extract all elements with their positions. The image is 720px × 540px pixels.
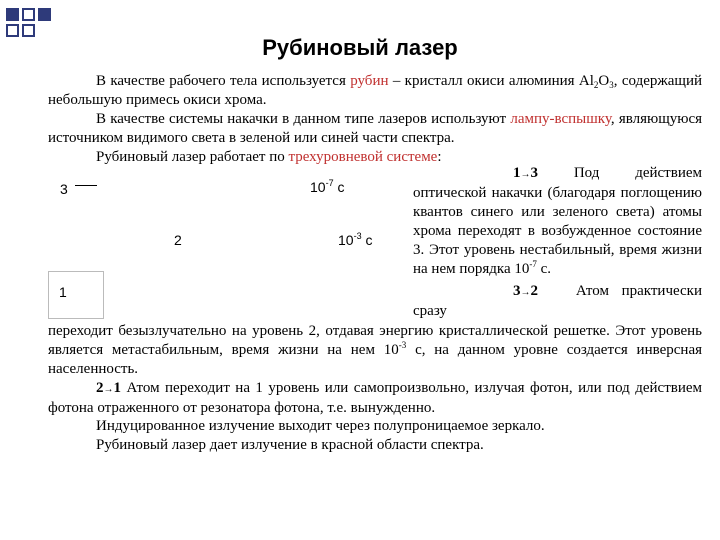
p1-text-a: В качестве рабочего тела используется	[96, 73, 346, 89]
level-2-lifetime	[338, 232, 372, 248]
paragraph-ruby	[48, 72, 702, 110]
t21-from: 2	[96, 380, 104, 396]
level-2-lifetime-unit: с	[365, 232, 373, 248]
level-3-lifetime	[310, 179, 344, 195]
level-3-lifetime-exp: -7	[325, 178, 334, 188]
t13-exp: -7	[529, 259, 537, 269]
level-3-lifetime-unit: с	[337, 179, 345, 195]
level-2-label: 2	[174, 232, 182, 248]
t13-end: с.	[540, 261, 552, 277]
level-2-lifetime-base: 10	[338, 232, 354, 248]
decor-square-outline-1	[22, 8, 35, 21]
level-1-box	[48, 271, 104, 319]
paragraph-transition-2-1	[48, 379, 702, 418]
slide-title: Рубиновый лазер	[262, 35, 458, 60]
p2-text-b: , являющуюся источником видимого света в зеленой или синей части спектра.	[48, 111, 703, 146]
p1-sub1: 2	[593, 80, 599, 90]
t21-to: 1	[113, 380, 121, 396]
p2-highlight: лампу-вспышку	[510, 111, 611, 127]
paragraph-transition-3-2	[48, 322, 702, 379]
t32-from: 3	[513, 283, 521, 299]
transition-1-3-label	[513, 165, 538, 181]
energy-level-diagram	[48, 170, 403, 320]
p3-text-a: Рубиновый лазер работает по	[96, 149, 285, 165]
level-3-label: 3	[60, 181, 68, 197]
transition-2-1-label	[96, 380, 121, 396]
p4-text-b: с, на данном уровне создается инверсная населенность.	[48, 342, 703, 377]
p1-text-c: O	[598, 73, 610, 89]
paragraph-red-emission: Рубиновый лазер дает излучение в красной области спектра.	[96, 437, 484, 453]
p1-sub2: 3	[609, 80, 614, 90]
p3-text-b: :	[437, 149, 442, 165]
transition-3-2-start	[413, 282, 702, 321]
t13-from: 1	[513, 165, 521, 181]
decor-square-filled-2	[38, 8, 51, 21]
level-2-lifetime-exp: -3	[353, 231, 362, 241]
level-3-line	[75, 185, 97, 186]
paragraph-mirror: Индуцированное излучение выходит через полупроницаемое зеркало.	[96, 418, 545, 434]
transition-1-3-text	[413, 164, 702, 321]
p2-text-a: В качестве системы накачки в данном типе лазеров используют	[96, 111, 507, 127]
p1-text-b: – кристалл окиси алюминия Al	[392, 73, 594, 89]
transition-3-2-label	[513, 283, 538, 299]
p3-highlight: трехуровневой системе	[288, 149, 438, 165]
t32-to: 2	[530, 283, 538, 299]
t13-arrow: →	[520, 169, 531, 180]
t13-to: 3	[530, 165, 538, 181]
t32-arrow: →	[520, 287, 531, 298]
t13-text: Под действием оптической накачки (благодаря поглощению квантов синего или зеленого света) атомы хрома переходят в возбужденное состояние 3. Этот уровень нестабильный, время жизни на нем порядка 10	[413, 165, 703, 277]
p1-highlight: рубин	[350, 73, 389, 89]
p4-exp: -3	[398, 340, 407, 350]
t32-text: Атом практически сразу	[413, 283, 702, 319]
p5-text: Атом переходит на 1 уровень или самопроизвольно, излучая фотон, или под действием фотона отраженного от резонатора фотона, т.е. вынужденно.	[48, 380, 703, 416]
level-3-lifetime-base: 10	[310, 179, 326, 195]
decor-square-filled-1	[6, 8, 19, 21]
level-1-label: 1	[59, 284, 67, 300]
p1-text-d: , содержащий небольшую примесь окиси хрома.	[48, 73, 702, 108]
t21-arrow: →	[103, 384, 114, 395]
p4-text-a: переходит безызлучательно на уровень 2, отдавая энергию кристаллической решетке. Этот уровень является метастабильным, время жизни на нем 10	[48, 323, 702, 358]
paragraph-pump	[48, 110, 702, 148]
